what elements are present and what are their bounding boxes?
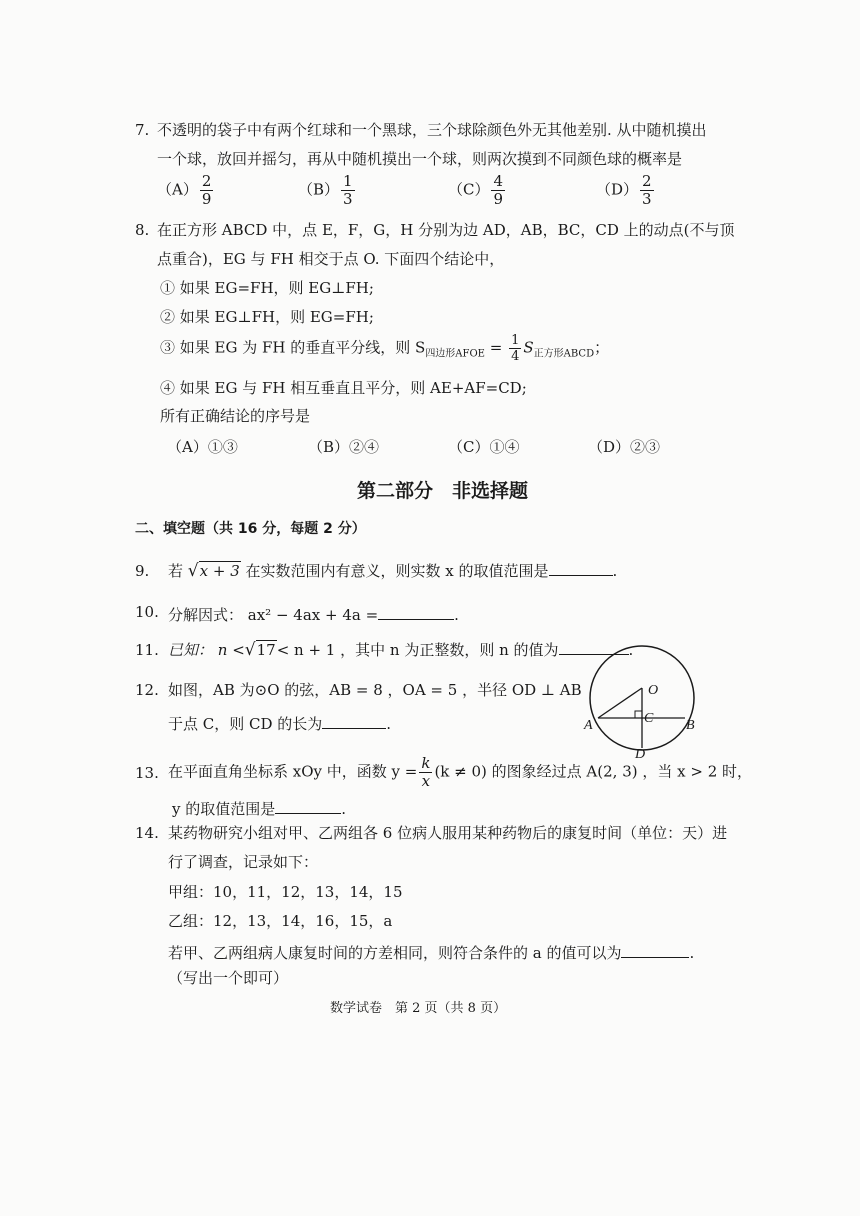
page-footer: 数学试卷 第 2 页（共 8 页）: [330, 1001, 507, 1016]
q12-answer-blank[interactable]: [322, 714, 386, 729]
q7-option-c-label: （C）: [448, 180, 490, 199]
q12-line2: 于点 C，则 CD 的长为 .: [168, 715, 392, 733]
q7-line2: 一个球，放回并摇匀，再从中随机摸出一个球，则两次摸到不同颜色球的概率是: [157, 150, 683, 168]
q8-line1: 在正方形 ABCD 中，点 E，F，G，H 分别为边 AD，AB，BC，CD 上的动点(不与顶: [157, 221, 735, 239]
q7-option-a: （A） $\frac{2}{9}$: [157, 172, 212, 208]
q8-option-b: （B）②④: [308, 438, 380, 456]
q14-line6: （写出一个即可）: [168, 969, 289, 987]
q14-group-jia: 甲组：10，11，12，13，14，15: [168, 883, 403, 901]
label-b: B: [686, 718, 695, 733]
q7-option-d-label: （D）: [596, 180, 639, 199]
q8-number: 8.: [135, 221, 150, 239]
q7-number: 7.: [135, 121, 150, 139]
q13-number: 13.: [135, 764, 159, 782]
q9-number: 9.: [135, 562, 150, 580]
q8-statement-4: ④ 如果 EG 与 FH 相互垂直且平分，则 AE+AF=CD;: [160, 379, 527, 397]
q7-option-c: （C） $\frac{4}{9}$: [448, 172, 504, 208]
q11-text: 已知： n <√17< n + 1 ，其中 n 为正整数，则 n 的值为 .: [168, 640, 634, 660]
q9-sqrt: √x + 3: [187, 561, 240, 581]
q8-option-c: （C）①④: [448, 438, 520, 456]
q8-line2: 点重合)，EG 与 FH 相交于点 O. 下面四个结论中，: [157, 250, 505, 268]
q12-circle-figure: [580, 640, 730, 760]
q8-statement-3: ③ 如果 EG 为 FH 的垂直平分线，则 $S_{四边形AFOE}$ = $\frac{1}{4}$ $S_{正方形ABCD}$；: [160, 333, 610, 364]
q10-answer-blank[interactable]: [378, 605, 454, 620]
q8-statement-1: ① 如果 EG=FH，则 EG⊥FH;: [160, 279, 374, 297]
q14-number: 14.: [135, 824, 159, 842]
q7-option-a-label: （A）: [157, 180, 198, 199]
q7-option-b-label: （B）: [298, 180, 340, 199]
q7-option-b: （B） $\frac{1}{3}$: [298, 172, 353, 208]
q9-text: 若 √x + 3 在实数范围内有意义，则实数 x 的取值范围是 .: [168, 561, 618, 581]
q14-line5: 若甲、乙两组病人康复时间的方差相同，则符合条件的 a 的值可以为 .: [168, 944, 695, 962]
q13-line1: 在平面直角坐标系 xOy 中，函数 y = $\frac{k}{x}$ (k ≠ 0) 的图象经过点 A(2, 3) ，当 x > 2 时，: [168, 754, 753, 790]
label-c: C: [644, 711, 654, 726]
q14-line2: 行了调查，记录如下：: [168, 853, 319, 871]
q9-answer-blank[interactable]: [549, 561, 613, 576]
q10-number: 10.: [135, 603, 159, 621]
q11-number: 11.: [135, 641, 159, 659]
q11-sqrt: √17: [244, 640, 276, 660]
q8-option-a: （A）①③: [167, 438, 238, 456]
q13-line2: y 的取值范围是 .: [172, 800, 347, 818]
q12-number: 12.: [135, 681, 159, 699]
label-a: A: [584, 718, 593, 733]
q8-ask: 所有正确结论的序号是: [160, 407, 311, 425]
q8-statement-2: ② 如果 EG⊥FH，则 EG=FH;: [160, 308, 374, 326]
q14-answer-blank[interactable]: [621, 943, 689, 958]
q13-answer-blank[interactable]: [275, 799, 341, 814]
q8-option-d: （D）②③: [588, 438, 661, 456]
q14-group-yi: 乙组：12，13，14，16，15，a: [168, 912, 393, 930]
section2-heading: 二、填空题（共 16 分，每题 2 分）: [135, 521, 366, 537]
part2-title: 第二部分 非选择题: [357, 480, 529, 502]
q12-line1: 如图，AB 为⊙O 的弦，AB = 8 ，OA = 5 ，半径 OD ⊥ AB: [168, 681, 582, 699]
right-angle-mark: [635, 711, 642, 718]
q10-text: 分解因式： ax² − 4ax + 4a = .: [168, 606, 459, 624]
label-d: D: [635, 747, 646, 760]
label-o: O: [648, 683, 659, 698]
q7-line1: 不透明的袋子中有两个红球和一个黑球，三个球除颜色外无其他差别. 从中随机摸出: [157, 121, 707, 139]
q7-option-d: （D） $\frac{2}{3}$: [596, 172, 652, 208]
q14-line1: 某药物研究小组对甲、乙两组各 6 位病人服用某种药物后的康复时间（单位：天）进: [168, 824, 728, 842]
